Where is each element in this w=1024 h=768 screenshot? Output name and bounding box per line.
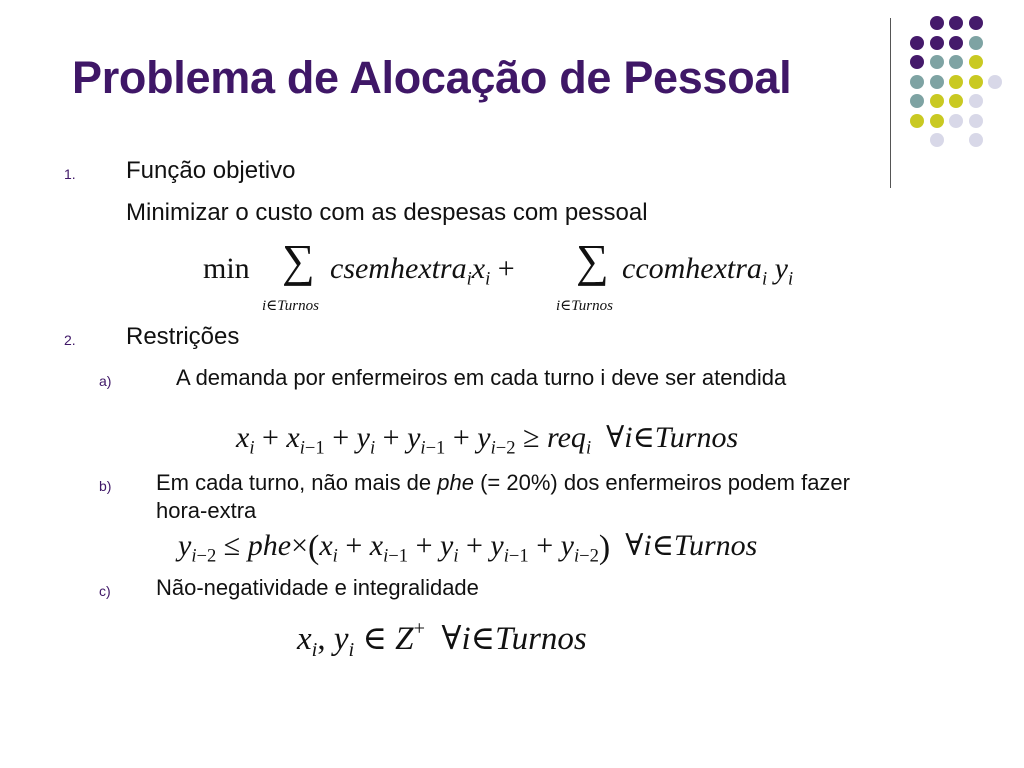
decorative-dot xyxy=(949,16,963,30)
sum-symbol-1: ∑ xyxy=(282,235,315,286)
item-text-objective: Minimizar o custo com as despesas com pessoal xyxy=(126,199,648,226)
decorative-dot xyxy=(988,75,1002,89)
objective-term-2: ccomhextra$_i$ $y_i$ xyxy=(622,252,794,290)
decorative-dot xyxy=(969,114,983,128)
decorative-dot xyxy=(930,36,944,50)
decorative-dot xyxy=(930,94,944,108)
objective-term-1: $csemhextra_ix_i$ + xyxy=(330,252,515,290)
item-heading-objective: Função objetivo xyxy=(126,157,296,184)
decorative-dot xyxy=(930,75,944,89)
decorative-dot xyxy=(910,55,924,69)
decorative-dot xyxy=(949,55,963,69)
decorative-dot xyxy=(949,114,963,128)
constraint-a-formula: $x_i + x_{i-1} + y_i + y_{i-1} + y_{i-2} \ge req_i$ ∀i∈Turnos xyxy=(236,421,739,459)
title-divider-line xyxy=(890,18,891,188)
subitem-text-a: A demanda por enfermeiros em cada turno i deve ser atendida xyxy=(176,365,787,390)
decorative-dot xyxy=(969,94,983,108)
sum-index-1: i∈Turnos xyxy=(262,298,319,314)
item-heading-restrictions: Restrições xyxy=(126,323,240,350)
decorative-dot xyxy=(930,55,944,69)
decorative-dot xyxy=(930,133,944,147)
sum-symbol-2: ∑ xyxy=(576,235,609,286)
decorative-dot xyxy=(910,75,924,89)
sum-index-2: i∈Turnos xyxy=(556,298,613,314)
subitem-text-b: Em cada turno, não mais de phe (= 20%) dos enfermeiros podem fazer hora-extra xyxy=(156,470,850,523)
subitem-label-b: b) xyxy=(99,478,112,494)
decorative-dot xyxy=(949,36,963,50)
formula-min: min xyxy=(203,252,250,285)
item-number-1: 1. xyxy=(64,166,76,182)
subitem-text-c: Não-negatividade e integralidade xyxy=(156,575,479,600)
decorative-dot xyxy=(930,114,944,128)
item-number-2: 2. xyxy=(64,332,76,348)
decorative-dot xyxy=(969,55,983,69)
decorative-dot xyxy=(910,36,924,50)
decorative-dot xyxy=(930,16,944,30)
constraint-c-formula: $x_i$, $y_i$ ∈ Z+ ∀i∈Turnos xyxy=(297,617,587,662)
decorative-dot xyxy=(969,16,983,30)
decorative-dot xyxy=(910,94,924,108)
slide-title: Problema de Alocação de Pessoal xyxy=(72,52,792,103)
constraint-b-formula: $y_{i-2} \le phe\times(x_i + x_{i-1} + y_i + y_{i-1} + y_{i-2})$ ∀i∈Turnos xyxy=(178,529,758,567)
subitem-label-c: c) xyxy=(99,583,111,599)
decorative-dot xyxy=(969,36,983,50)
decorative-dot xyxy=(969,75,983,89)
decorative-dot xyxy=(949,75,963,89)
subitem-label-a: a) xyxy=(99,373,112,389)
decorative-dot xyxy=(910,114,924,128)
decorative-dot xyxy=(969,133,983,147)
decorative-dot xyxy=(949,94,963,108)
